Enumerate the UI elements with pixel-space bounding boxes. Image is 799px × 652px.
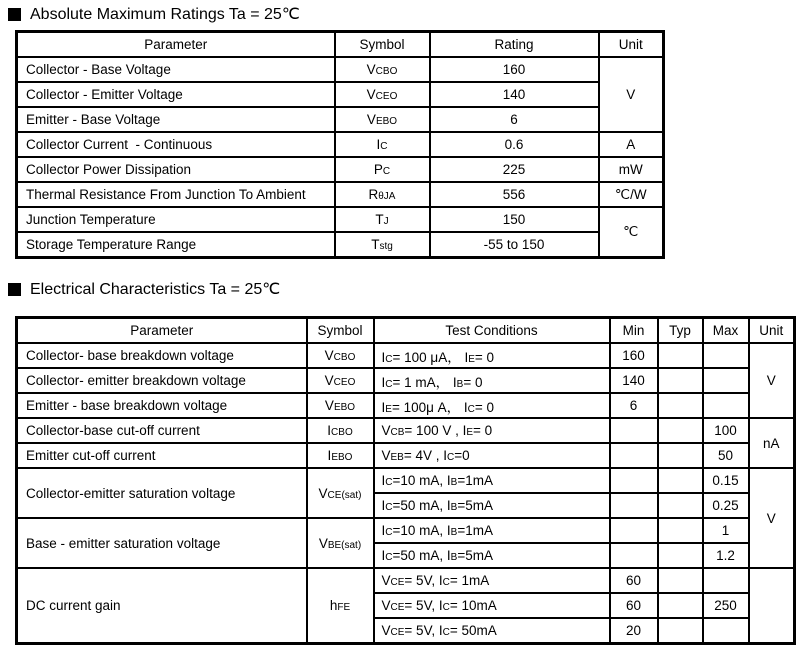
symbol-cell: VCBO: [335, 57, 430, 82]
typ-cell: [658, 593, 703, 618]
table-row: [17, 368, 795, 393]
test-conditions-cell: IC=10 mA, IB=1mA: [374, 468, 610, 493]
rating-cell: 225: [430, 157, 599, 182]
table-row: [17, 568, 795, 593]
parameter-cell: Collector-base cut-off current: [17, 418, 307, 443]
min-cell: [610, 468, 658, 493]
parameter-cell: Collector- base breakdown voltage: [17, 343, 307, 368]
test-conditions-cell: IE= 100μ A， IC= 0: [374, 393, 610, 418]
max-cell: 100: [703, 418, 749, 443]
max-cell: 1: [703, 518, 749, 543]
section-title-text: Absolute Maximum Ratings Ta = 25℃: [30, 6, 300, 23]
symbol-cell: IC: [335, 132, 430, 157]
max-cell: [703, 368, 749, 393]
min-cell: 140: [610, 368, 658, 393]
parameter-cell: Collector - Emitter Voltage: [17, 82, 335, 107]
min-cell: 60: [610, 568, 658, 593]
unit-cell: V: [749, 468, 795, 568]
typ-cell: [658, 568, 703, 593]
electrical-characteristics-table: [15, 316, 796, 645]
symbol-cell: VCBO: [307, 343, 374, 368]
section-title-electrical-characteristics: [8, 279, 280, 299]
table-row: [17, 393, 795, 418]
min-cell: [610, 418, 658, 443]
table-row: [17, 418, 795, 443]
max-cell: 0.25: [703, 493, 749, 518]
min-cell: [610, 443, 658, 468]
symbol-cell: TJ: [335, 207, 430, 232]
typ-cell: [658, 368, 703, 393]
symbol-cell: VCEO: [335, 82, 430, 107]
section-title-absolute-maximum-ratings: [8, 4, 300, 24]
table-row: [17, 182, 664, 207]
column-header-unit: Unit: [599, 32, 664, 58]
symbol-cell: PC: [335, 157, 430, 182]
min-cell: [610, 543, 658, 568]
unit-cell: A: [599, 132, 664, 157]
max-cell: 0.15: [703, 468, 749, 493]
typ-cell: [658, 543, 703, 568]
unit-cell: nA: [749, 418, 795, 468]
table-row: [17, 82, 664, 107]
min-cell: 160: [610, 343, 658, 368]
table-row: [17, 343, 795, 368]
table-header-row: [17, 32, 664, 58]
min-cell: [610, 493, 658, 518]
parameter-cell: Collector Current - Continuous: [17, 132, 335, 157]
symbol-cell: hFE: [307, 568, 374, 644]
max-cell: [703, 393, 749, 418]
parameter-cell: Collector-emitter saturation voltage: [17, 468, 307, 518]
column-header-parameter: Parameter: [17, 318, 307, 344]
column-header-symbol: Symbol: [335, 32, 430, 58]
rating-cell: 160: [430, 57, 599, 82]
typ-cell: [658, 468, 703, 493]
parameter-cell: Collector Power Dissipation: [17, 157, 335, 182]
test-conditions-cell: VCE= 5V, IC= 1mA: [374, 568, 610, 593]
table-row: [17, 132, 664, 157]
max-cell: 1.2: [703, 543, 749, 568]
column-header-parameter: Parameter: [17, 32, 335, 58]
rating-cell: -55 to 150: [430, 232, 599, 258]
parameter-cell: Junction Temperature: [17, 207, 335, 232]
section-bullet-square-icon: [8, 283, 21, 296]
table-row: [17, 57, 664, 82]
unit-cell: ℃: [599, 207, 664, 258]
unit-cell: V: [749, 343, 795, 418]
table-row: [17, 468, 795, 493]
test-conditions-cell: IC=50 mA, IB=5mA: [374, 543, 610, 568]
column-header-min: Min: [610, 318, 658, 344]
parameter-cell: Emitter - base breakdown voltage: [17, 393, 307, 418]
rating-cell: 0.6: [430, 132, 599, 157]
absolute-maximum-ratings-table: [15, 30, 665, 259]
test-conditions-cell: VCB= 100 V , IE= 0: [374, 418, 610, 443]
rating-cell: 6: [430, 107, 599, 132]
parameter-cell: Collector - Base Voltage: [17, 57, 335, 82]
column-header-unit: Unit: [749, 318, 795, 344]
unit-cell: V: [599, 57, 664, 132]
table-row: [17, 207, 664, 232]
typ-cell: [658, 393, 703, 418]
typ-cell: [658, 443, 703, 468]
table-row: [17, 443, 795, 468]
rating-cell: 150: [430, 207, 599, 232]
min-cell: 20: [610, 618, 658, 644]
symbol-cell: RθJA: [335, 182, 430, 207]
parameter-cell: Storage Temperature Range: [17, 232, 335, 258]
typ-cell: [658, 493, 703, 518]
table-row: [17, 107, 664, 132]
typ-cell: [658, 518, 703, 543]
test-conditions-cell: IC= 1 mA， IB= 0: [374, 368, 610, 393]
rating-cell: 140: [430, 82, 599, 107]
max-cell: [703, 618, 749, 644]
table-row: [17, 518, 795, 543]
symbol-cell: IEBO: [307, 443, 374, 468]
test-conditions-cell: IC= 100 μA， IE= 0: [374, 343, 610, 368]
parameter-cell: Base - emitter saturation voltage: [17, 518, 307, 568]
typ-cell: [658, 418, 703, 443]
unit-cell: mW: [599, 157, 664, 182]
symbol-cell: VBE(sat): [307, 518, 374, 568]
test-conditions-cell: IC=50 mA, IB=5mA: [374, 493, 610, 518]
column-header-test-conditions: Test Conditions: [374, 318, 610, 344]
typ-cell: [658, 343, 703, 368]
column-header-max: Max: [703, 318, 749, 344]
column-header-rating: Rating: [430, 32, 599, 58]
symbol-cell: Tstg: [335, 232, 430, 258]
section-bullet-square-icon: [8, 8, 21, 21]
test-conditions-cell: VEB= 4V , IC=0: [374, 443, 610, 468]
test-conditions-cell: VCE= 5V, IC= 10mA: [374, 593, 610, 618]
min-cell: [610, 518, 658, 543]
rating-cell: 556: [430, 182, 599, 207]
max-cell: [703, 343, 749, 368]
table-row: [17, 232, 664, 258]
section-title-text: Electrical Characteristics Ta = 25℃: [30, 281, 281, 298]
symbol-cell: VEBO: [307, 393, 374, 418]
max-cell: [703, 568, 749, 593]
test-conditions-cell: IC=10 mA, IB=1mA: [374, 518, 610, 543]
parameter-cell: Emitter - Base Voltage: [17, 107, 335, 132]
parameter-cell: DC current gain: [17, 568, 307, 644]
parameter-cell: Thermal Resistance From Junction To Ambient: [17, 182, 335, 207]
min-cell: 60: [610, 593, 658, 618]
column-header-symbol: Symbol: [307, 318, 374, 344]
test-conditions-cell: VCE= 5V, IC= 50mA: [374, 618, 610, 644]
table-header-row: [17, 318, 795, 344]
symbol-cell: VCEO: [307, 368, 374, 393]
max-cell: 50: [703, 443, 749, 468]
symbol-cell: ICBO: [307, 418, 374, 443]
column-header-typ: Typ: [658, 318, 703, 344]
parameter-cell: Collector- emitter breakdown voltage: [17, 368, 307, 393]
unit-cell: [749, 568, 795, 644]
max-cell: 250: [703, 593, 749, 618]
typ-cell: [658, 618, 703, 644]
min-cell: 6: [610, 393, 658, 418]
parameter-cell: Emitter cut-off current: [17, 443, 307, 468]
table-row: [17, 157, 664, 182]
symbol-cell: VEBO: [335, 107, 430, 132]
symbol-cell: VCE(sat): [307, 468, 374, 518]
unit-cell: ℃/W: [599, 182, 664, 207]
